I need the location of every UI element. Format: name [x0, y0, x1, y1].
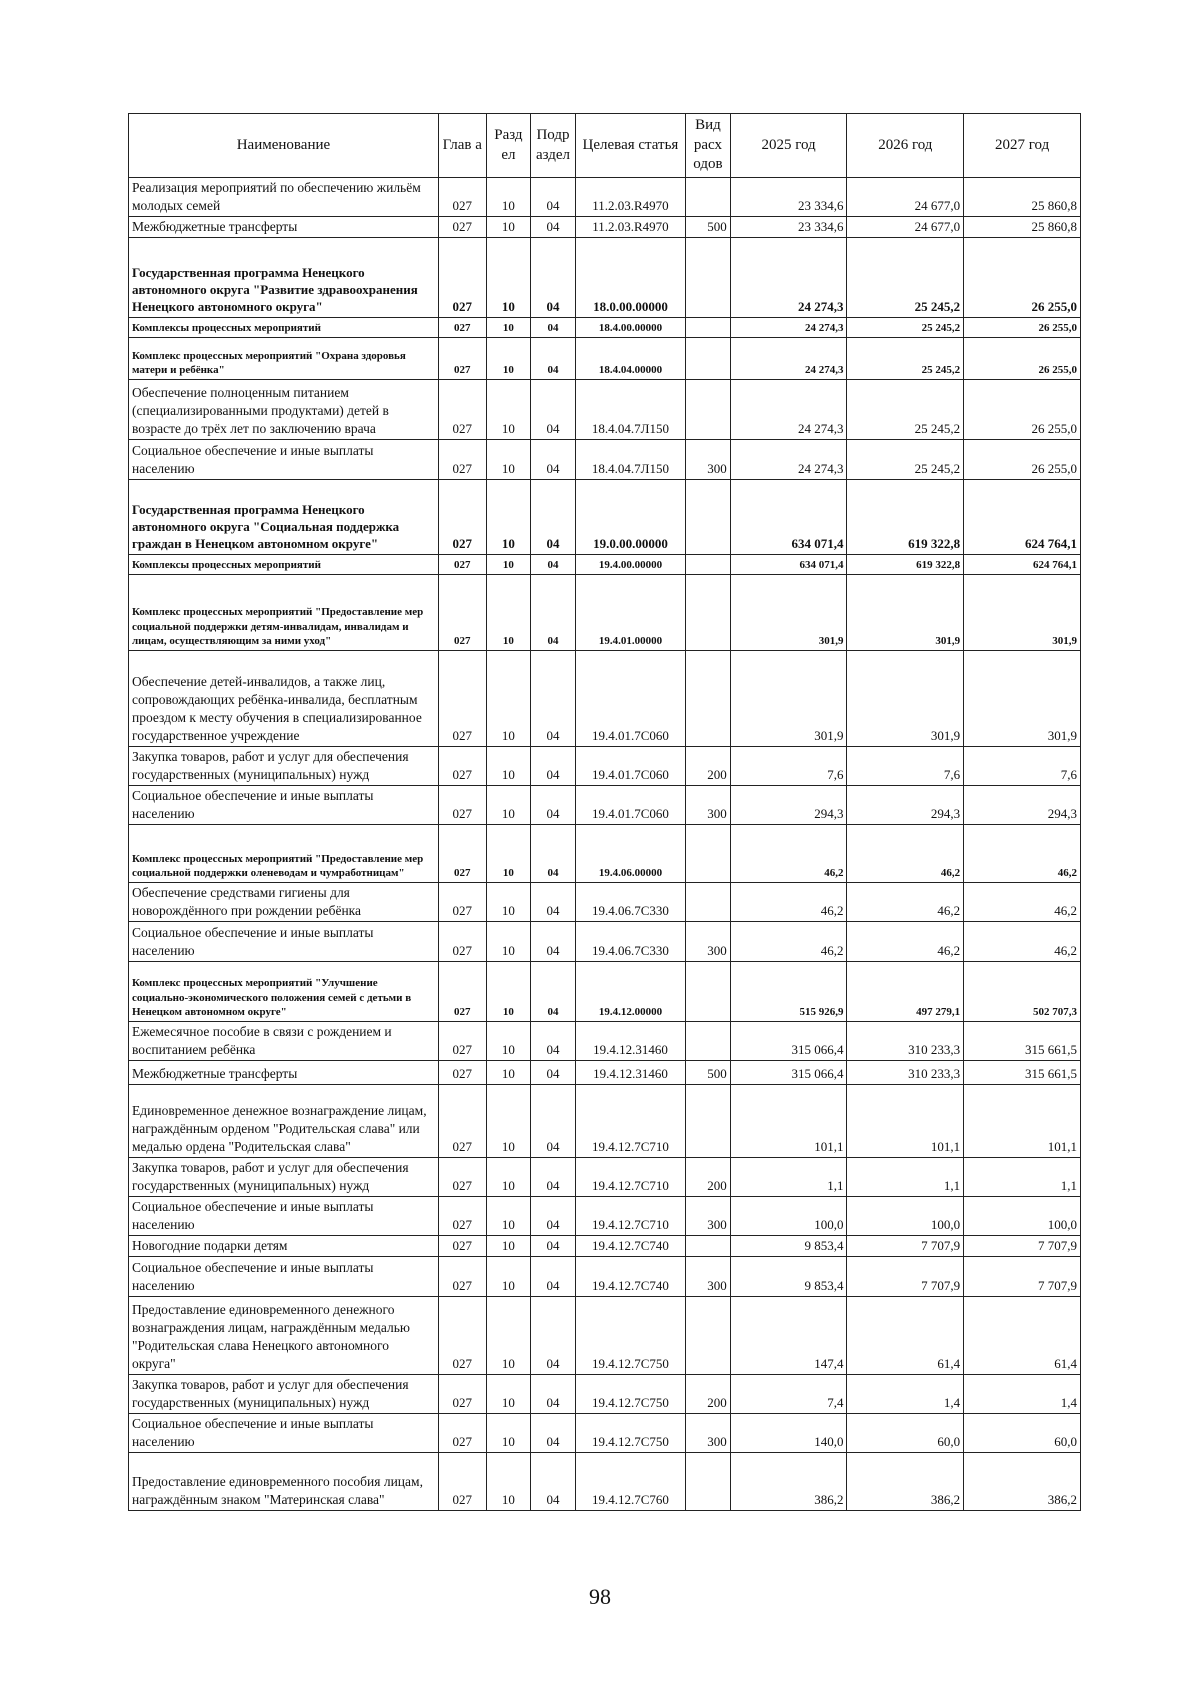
row-celevaya: 11.2.03.R4970	[575, 178, 685, 217]
row-celevaya: 19.4.00.00000	[575, 554, 685, 574]
row-celevaya: 19.4.12.31460	[575, 1060, 685, 1084]
row-name: Комплексы процессных мероприятий	[129, 317, 439, 337]
row-vid	[686, 379, 731, 439]
row-celevaya: 19.4.12.7С760	[575, 1452, 685, 1510]
row-podrazdel: 04	[531, 650, 576, 746]
row-glava: 027	[438, 650, 486, 746]
table-row	[129, 554, 1081, 574]
row-razdel: 10	[486, 1413, 531, 1452]
row-2027: 315 661,5	[964, 1060, 1081, 1084]
row-podrazdel: 04	[531, 379, 576, 439]
row-vid	[686, 1021, 731, 1060]
header-razdel: Разд ел	[486, 114, 531, 178]
row-2026: 24 677,0	[847, 178, 964, 217]
row-2027: 26 255,0	[964, 337, 1081, 379]
row-podrazdel: 04	[531, 337, 576, 379]
row-razdel: 10	[486, 337, 531, 379]
row-glava: 027	[438, 1157, 486, 1196]
row-glava: 027	[438, 237, 486, 317]
row-name: Государственная программа Ненецкого автономного округа "Социальная поддержка граждан в Ненецком автономном округе"	[129, 479, 439, 554]
row-celevaya: 19.4.12.7С710	[575, 1157, 685, 1196]
row-name: Реализация мероприятий по обеспечению жильём молодых семей	[129, 178, 439, 217]
row-vid: 200	[686, 746, 731, 785]
row-razdel: 10	[486, 216, 531, 237]
table-row	[129, 1296, 1081, 1374]
row-podrazdel: 04	[531, 439, 576, 479]
budget-table	[128, 113, 1081, 1511]
row-razdel: 10	[486, 785, 531, 824]
row-2026: 301,9	[847, 574, 964, 650]
row-2027: 301,9	[964, 574, 1081, 650]
row-glava: 027	[438, 1374, 486, 1413]
table-row	[129, 479, 1081, 554]
row-celevaya: 18.4.04.00000	[575, 337, 685, 379]
row-name: Обеспечение детей-инвалидов, а также лиц, сопровождающих ребёнка-инвалида, бесплатным проездом к месту обучения в специализированное государственное учреждение	[129, 650, 439, 746]
row-2026: 619 322,8	[847, 479, 964, 554]
row-name: Комплекс процессных мероприятий "Предоставление мер социальной поддержки оленеводам и чумработницам"	[129, 824, 439, 882]
row-name: Предоставление единовременного денежного вознаграждения лицам, награждённым медалью "Родительская слава Ненецкого автономного округа"	[129, 1296, 439, 1374]
row-celevaya: 19.4.06.7С330	[575, 882, 685, 921]
header-name: Наименование	[129, 114, 439, 178]
row-2026: 61,4	[847, 1296, 964, 1374]
row-glava: 027	[438, 824, 486, 882]
row-podrazdel: 04	[531, 921, 576, 961]
row-2026: 7 707,9	[847, 1256, 964, 1296]
row-podrazdel: 04	[531, 1196, 576, 1235]
row-glava: 027	[438, 961, 486, 1021]
row-razdel: 10	[486, 1296, 531, 1374]
row-podrazdel: 04	[531, 479, 576, 554]
row-2025: 634 071,4	[730, 554, 847, 574]
row-name: Социальное обеспечение и иные выплаты населению	[129, 1413, 439, 1452]
row-2027: 7 707,9	[964, 1235, 1081, 1256]
row-razdel: 10	[486, 479, 531, 554]
row-razdel: 10	[486, 554, 531, 574]
table-row	[129, 216, 1081, 237]
row-name: Социальное обеспечение и иные выплаты населению	[129, 1256, 439, 1296]
row-name: Межбюджетные трансферты	[129, 216, 439, 237]
row-2027: 61,4	[964, 1296, 1081, 1374]
row-podrazdel: 04	[531, 216, 576, 237]
row-razdel: 10	[486, 882, 531, 921]
table-row	[129, 1157, 1081, 1196]
table-row	[129, 1060, 1081, 1084]
table-row	[129, 921, 1081, 961]
table-row	[129, 882, 1081, 921]
row-glava: 027	[438, 1235, 486, 1256]
row-glava: 027	[438, 317, 486, 337]
row-2027: 101,1	[964, 1084, 1081, 1157]
row-2025: 100,0	[730, 1196, 847, 1235]
row-2025: 9 853,4	[730, 1235, 847, 1256]
table-row	[129, 337, 1081, 379]
row-vid: 500	[686, 1060, 731, 1084]
row-vid	[686, 479, 731, 554]
row-vid: 200	[686, 1374, 731, 1413]
row-vid	[686, 1084, 731, 1157]
row-2027: 301,9	[964, 650, 1081, 746]
row-podrazdel: 04	[531, 237, 576, 317]
budget-sheet	[128, 113, 1081, 1511]
row-glava: 027	[438, 921, 486, 961]
row-glava: 027	[438, 1296, 486, 1374]
header-2027: 2027 год	[964, 114, 1081, 178]
row-2025: 7,4	[730, 1374, 847, 1413]
row-podrazdel: 04	[531, 746, 576, 785]
row-celevaya: 18.4.04.7Л150	[575, 439, 685, 479]
row-glava: 027	[438, 1413, 486, 1452]
header-glava: Глав а	[438, 114, 486, 178]
row-2027: 60,0	[964, 1413, 1081, 1452]
row-vid: 300	[686, 785, 731, 824]
row-razdel: 10	[486, 746, 531, 785]
header-podrazdel: Подр аздел	[531, 114, 576, 178]
row-2026: 294,3	[847, 785, 964, 824]
row-2025: 101,1	[730, 1084, 847, 1157]
row-vid	[686, 1235, 731, 1256]
row-razdel: 10	[486, 379, 531, 439]
row-name: Закупка товаров, работ и услуг для обеспечения государственных (муниципальных) нужд	[129, 1157, 439, 1196]
row-podrazdel: 04	[531, 1235, 576, 1256]
row-name: Закупка товаров, работ и услуг для обеспечения государственных (муниципальных) нужд	[129, 746, 439, 785]
row-2026: 101,1	[847, 1084, 964, 1157]
row-2025: 301,9	[730, 574, 847, 650]
row-2027: 7 707,9	[964, 1256, 1081, 1296]
row-celevaya: 19.4.12.7С710	[575, 1196, 685, 1235]
row-2026: 25 245,2	[847, 317, 964, 337]
row-2027: 1,1	[964, 1157, 1081, 1196]
row-2025: 301,9	[730, 650, 847, 746]
table-row	[129, 574, 1081, 650]
row-celevaya: 11.2.03.R4970	[575, 216, 685, 237]
row-celevaya: 19.4.12.7С750	[575, 1296, 685, 1374]
table-row	[129, 1084, 1081, 1157]
row-2026: 7,6	[847, 746, 964, 785]
table-row	[129, 178, 1081, 217]
row-2025: 23 334,6	[730, 178, 847, 217]
row-name: Социальное обеспечение и иные выплаты населению	[129, 1196, 439, 1235]
row-2025: 24 274,3	[730, 379, 847, 439]
row-2026: 25 245,2	[847, 439, 964, 479]
row-vid: 300	[686, 439, 731, 479]
row-2027: 624 764,1	[964, 479, 1081, 554]
row-2027: 502 707,3	[964, 961, 1081, 1021]
table-row	[129, 1196, 1081, 1235]
row-razdel: 10	[486, 574, 531, 650]
row-2026: 25 245,2	[847, 237, 964, 317]
row-vid	[686, 317, 731, 337]
table-row	[129, 439, 1081, 479]
row-celevaya: 19.4.12.7С710	[575, 1084, 685, 1157]
row-name: Ежемесячное пособие в связи с рождением и воспитанием ребёнка	[129, 1021, 439, 1060]
table-row	[129, 1021, 1081, 1060]
row-celevaya: 19.4.12.7С740	[575, 1256, 685, 1296]
row-2025: 140,0	[730, 1413, 847, 1452]
row-2025: 7,6	[730, 746, 847, 785]
row-vid	[686, 1452, 731, 1510]
row-2027: 46,2	[964, 882, 1081, 921]
table-row	[129, 379, 1081, 439]
header-2025: 2025 год	[730, 114, 847, 178]
row-glava: 027	[438, 1021, 486, 1060]
row-podrazdel: 04	[531, 1452, 576, 1510]
table-header-row	[129, 114, 1081, 178]
row-vid: 300	[686, 1196, 731, 1235]
row-2026: 46,2	[847, 921, 964, 961]
row-podrazdel: 04	[531, 1157, 576, 1196]
row-2027: 25 860,8	[964, 178, 1081, 217]
row-2025: 515 926,9	[730, 961, 847, 1021]
row-vid	[686, 574, 731, 650]
row-celevaya: 19.4.12.7С740	[575, 1235, 685, 1256]
row-2026: 25 245,2	[847, 379, 964, 439]
row-2025: 24 274,3	[730, 237, 847, 317]
row-vid	[686, 237, 731, 317]
row-razdel: 10	[486, 1021, 531, 1060]
row-2025: 315 066,4	[730, 1021, 847, 1060]
row-name: Государственная программа Ненецкого автономного округа "Развитие здравоохранения Ненецкого автономного округа"	[129, 237, 439, 317]
row-vid	[686, 650, 731, 746]
row-2027: 26 255,0	[964, 439, 1081, 479]
row-vid: 300	[686, 1256, 731, 1296]
row-name: Единовременное денежное вознаграждение лицам, награждённым орденом "Родительская слава" или медалью ордена "Родительская слава"	[129, 1084, 439, 1157]
row-2027: 26 255,0	[964, 237, 1081, 317]
row-name: Социальное обеспечение и иные выплаты населению	[129, 785, 439, 824]
row-celevaya: 19.4.01.7С060	[575, 785, 685, 824]
row-podrazdel: 04	[531, 554, 576, 574]
row-2027: 1,4	[964, 1374, 1081, 1413]
row-2026: 619 322,8	[847, 554, 964, 574]
row-celevaya: 19.4.01.00000	[575, 574, 685, 650]
row-razdel: 10	[486, 650, 531, 746]
row-name: Межбюджетные трансферты	[129, 1060, 439, 1084]
table-row	[129, 317, 1081, 337]
row-vid	[686, 961, 731, 1021]
row-glava: 027	[438, 1084, 486, 1157]
row-razdel: 10	[486, 961, 531, 1021]
row-razdel: 10	[486, 237, 531, 317]
row-celevaya: 18.0.00.00000	[575, 237, 685, 317]
table-row	[129, 824, 1081, 882]
table-row	[129, 1413, 1081, 1452]
row-2027: 386,2	[964, 1452, 1081, 1510]
row-2025: 147,4	[730, 1296, 847, 1374]
row-celevaya: 19.4.06.00000	[575, 824, 685, 882]
row-2026: 1,4	[847, 1374, 964, 1413]
row-2025: 46,2	[730, 882, 847, 921]
row-2026: 301,9	[847, 650, 964, 746]
table-row	[129, 650, 1081, 746]
row-2025: 634 071,4	[730, 479, 847, 554]
row-2025: 386,2	[730, 1452, 847, 1510]
row-celevaya: 19.4.12.7С750	[575, 1374, 685, 1413]
row-podrazdel: 04	[531, 574, 576, 650]
header-2026: 2026 год	[847, 114, 964, 178]
row-name: Новогодние подарки детям	[129, 1235, 439, 1256]
row-celevaya: 19.4.12.31460	[575, 1021, 685, 1060]
row-celevaya: 18.4.00.00000	[575, 317, 685, 337]
row-glava: 027	[438, 574, 486, 650]
row-vid: 500	[686, 216, 731, 237]
row-2026: 497 279,1	[847, 961, 964, 1021]
row-2026: 7 707,9	[847, 1235, 964, 1256]
row-podrazdel: 04	[531, 1256, 576, 1296]
row-2026: 60,0	[847, 1413, 964, 1452]
row-podrazdel: 04	[531, 961, 576, 1021]
row-glava: 027	[438, 746, 486, 785]
row-vid	[686, 554, 731, 574]
row-2027: 315 661,5	[964, 1021, 1081, 1060]
table-row	[129, 746, 1081, 785]
row-2027: 624 764,1	[964, 554, 1081, 574]
row-celevaya: 19.4.12.00000	[575, 961, 685, 1021]
row-glava: 027	[438, 785, 486, 824]
row-razdel: 10	[486, 1084, 531, 1157]
row-2027: 294,3	[964, 785, 1081, 824]
row-glava: 027	[438, 1060, 486, 1084]
row-celevaya: 19.4.12.7С750	[575, 1413, 685, 1452]
row-podrazdel: 04	[531, 178, 576, 217]
row-2025: 1,1	[730, 1157, 847, 1196]
row-glava: 027	[438, 379, 486, 439]
row-podrazdel: 04	[531, 1296, 576, 1374]
row-glava: 027	[438, 216, 486, 237]
row-name: Закупка товаров, работ и услуг для обеспечения государственных (муниципальных) нужд	[129, 1374, 439, 1413]
row-2026: 310 233,3	[847, 1021, 964, 1060]
row-podrazdel: 04	[531, 1084, 576, 1157]
row-razdel: 10	[486, 439, 531, 479]
row-razdel: 10	[486, 1256, 531, 1296]
page-number: 98	[589, 1584, 611, 1609]
row-name: Предоставление единовременного пособия лицам, награждённым знаком "Материнская слава"	[129, 1452, 439, 1510]
header-celevaya-statya: Целевая статья	[575, 114, 685, 178]
row-2026: 386,2	[847, 1452, 964, 1510]
row-razdel: 10	[486, 921, 531, 961]
row-2026: 310 233,3	[847, 1060, 964, 1084]
row-podrazdel: 04	[531, 785, 576, 824]
table-row	[129, 1235, 1081, 1256]
row-glava: 027	[438, 1196, 486, 1235]
row-2025: 23 334,6	[730, 216, 847, 237]
table-row	[129, 237, 1081, 317]
row-2025: 46,2	[730, 824, 847, 882]
row-glava: 027	[438, 178, 486, 217]
row-celevaya: 19.4.01.7С060	[575, 746, 685, 785]
row-2025: 24 274,3	[730, 317, 847, 337]
row-2027: 7,6	[964, 746, 1081, 785]
row-2026: 46,2	[847, 882, 964, 921]
row-name: Комплекс процессных мероприятий "Улучшение социально-экономического положения семей с детьми в Ненецком автономном округе"	[129, 961, 439, 1021]
row-glava: 027	[438, 554, 486, 574]
row-vid	[686, 178, 731, 217]
row-podrazdel: 04	[531, 317, 576, 337]
row-razdel: 10	[486, 1235, 531, 1256]
row-2025: 46,2	[730, 921, 847, 961]
row-glava: 027	[438, 1256, 486, 1296]
row-glava: 027	[438, 479, 486, 554]
row-podrazdel: 04	[531, 1374, 576, 1413]
row-celevaya: 19.4.01.7С060	[575, 650, 685, 746]
row-vid	[686, 1296, 731, 1374]
table-row	[129, 1452, 1081, 1510]
row-name: Обеспечение средствами гигиены для новорождённого при рождении ребёнка	[129, 882, 439, 921]
row-2027: 26 255,0	[964, 317, 1081, 337]
row-podrazdel: 04	[531, 882, 576, 921]
row-razdel: 10	[486, 1374, 531, 1413]
row-glava: 027	[438, 439, 486, 479]
row-razdel: 10	[486, 1196, 531, 1235]
row-2026: 100,0	[847, 1196, 964, 1235]
row-razdel: 10	[486, 317, 531, 337]
row-podrazdel: 04	[531, 1060, 576, 1084]
row-vid	[686, 824, 731, 882]
row-vid	[686, 882, 731, 921]
row-name: Комплекс процессных мероприятий "Предоставление мер социальной поддержки детям-инвалидам, инвалидам и лицам, осуществляющим за ними уход"	[129, 574, 439, 650]
row-2025: 24 274,3	[730, 337, 847, 379]
row-2026: 24 677,0	[847, 216, 964, 237]
row-razdel: 10	[486, 1060, 531, 1084]
row-podrazdel: 04	[531, 1021, 576, 1060]
row-name: Обеспечение полноценным питанием (специализированными продуктами) детей в возрасте до трёх лет по заключению врача	[129, 379, 439, 439]
row-celevaya: 19.4.06.7С330	[575, 921, 685, 961]
row-name: Социальное обеспечение и иные выплаты населению	[129, 921, 439, 961]
row-vid: 200	[686, 1157, 731, 1196]
row-razdel: 10	[486, 1452, 531, 1510]
row-2027: 46,2	[964, 824, 1081, 882]
row-glava: 027	[438, 1452, 486, 1510]
table-row	[129, 961, 1081, 1021]
row-2027: 26 255,0	[964, 379, 1081, 439]
row-podrazdel: 04	[531, 1413, 576, 1452]
row-2027: 46,2	[964, 921, 1081, 961]
row-celevaya: 18.4.04.7Л150	[575, 379, 685, 439]
table-row	[129, 1374, 1081, 1413]
row-2025: 24 274,3	[730, 439, 847, 479]
row-vid	[686, 337, 731, 379]
row-2027: 100,0	[964, 1196, 1081, 1235]
row-razdel: 10	[486, 178, 531, 217]
row-celevaya: 19.0.00.00000	[575, 479, 685, 554]
row-2026: 25 245,2	[847, 337, 964, 379]
row-name: Комплекс процессных мероприятий "Охрана здоровья матери и ребёнка"	[129, 337, 439, 379]
row-2025: 315 066,4	[730, 1060, 847, 1084]
row-2027: 25 860,8	[964, 216, 1081, 237]
row-2026: 46,2	[847, 824, 964, 882]
row-glava: 027	[438, 882, 486, 921]
row-2025: 9 853,4	[730, 1256, 847, 1296]
row-name: Социальное обеспечение и иные выплаты населению	[129, 439, 439, 479]
row-2026: 1,1	[847, 1157, 964, 1196]
header-vid-rashodov: Вид расх одов	[686, 114, 731, 178]
row-vid: 300	[686, 1413, 731, 1452]
row-vid: 300	[686, 921, 731, 961]
row-2025: 294,3	[730, 785, 847, 824]
row-glava: 027	[438, 337, 486, 379]
row-razdel: 10	[486, 1157, 531, 1196]
table-row	[129, 785, 1081, 824]
row-name: Комплексы процессных мероприятий	[129, 554, 439, 574]
table-row	[129, 1256, 1081, 1296]
row-podrazdel: 04	[531, 824, 576, 882]
row-razdel: 10	[486, 824, 531, 882]
